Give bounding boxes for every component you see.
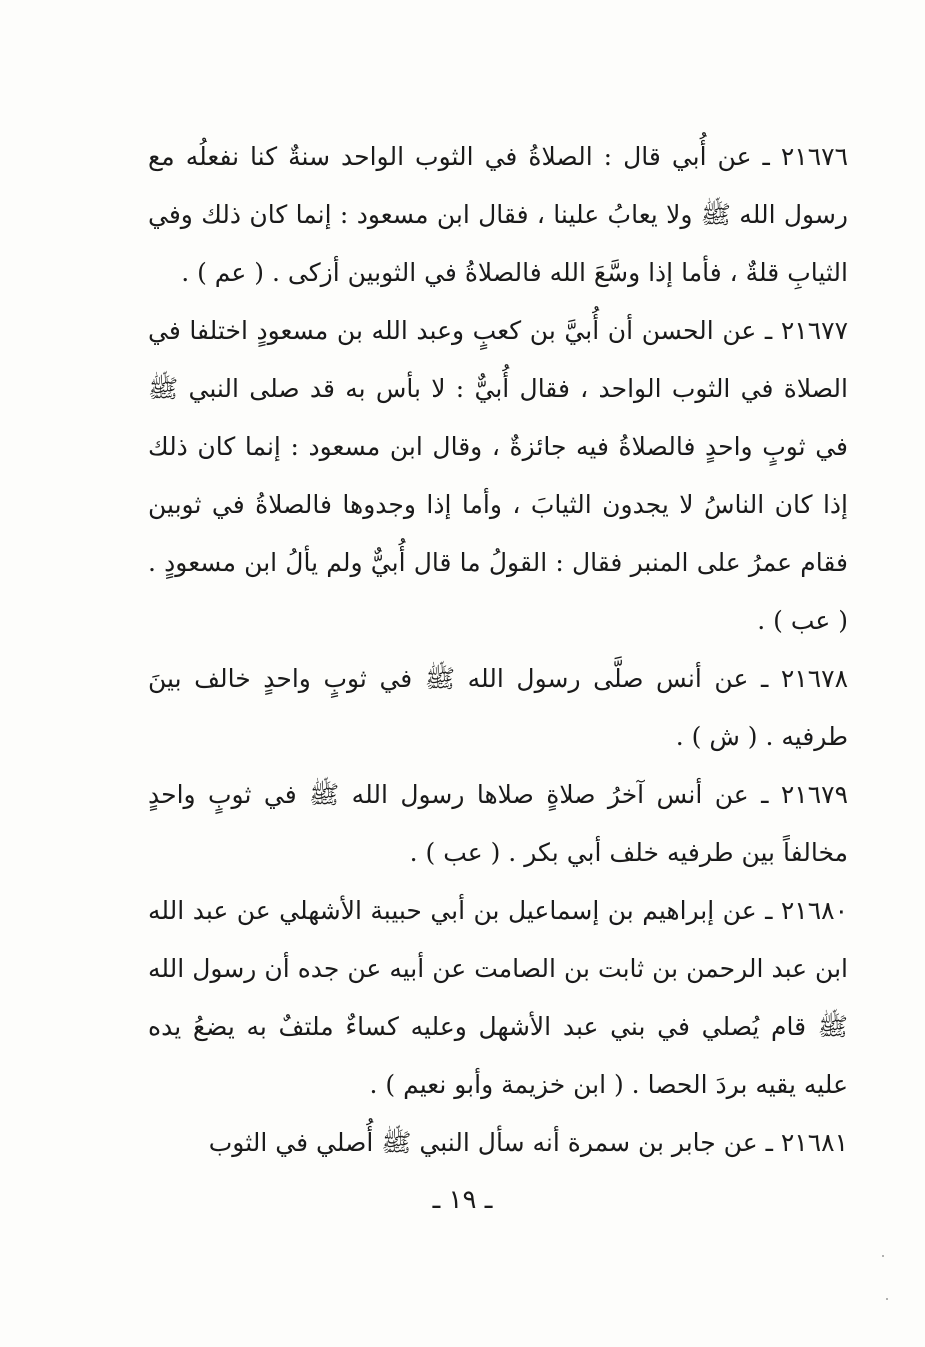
hadith-paragraph-21679: ٢١٦٧٩ ـ عن أنس آخرُ صلاةٍ صلاها رسول الله ﷺ في ثوبٍ واحدٍ مخالفاً بين طرفيه خلف أبي بكر . ( عب ) . <box>148 780 848 867</box>
hadith-paragraph-21678: ٢١٦٧٨ ـ عن أنس صلَّى رسول الله ﷺ في ثوبٍ واحدٍ خالف بينَ طرفيه . ( ش ) . <box>148 664 848 751</box>
hadith-paragraph-21681: ٢١٦٨١ ـ عن جابر بن سمرة أنه سأل النبي ﷺ أُصلي في الثوب <box>208 1128 848 1157</box>
hadith-paragraph-21677: ٢١٦٧٧ ـ عن الحسن أن أُبيَّ بن كعبٍ وعبد الله بن مسعودٍ اختلفا في الصلاة في الثوب الواحد ، فقال أُبيٌّ : لا بأس به قد صلى النبي ﷺ في ثوبٍ واحدٍ فالصلاةُ فيه جائزةٌ ، وقال ابن مسعود : إنما كان ذلك إذا كان الناسُ لا يجدون الثيابَ ، وأما إذا وجدوها فالصلاةُ في ثوبين فقام عمرُ على المنبر فقال : القولُ ما قال أُبيٌّ ولم يألُ ابن مسعودٍ . ( عب ) . <box>148 316 848 635</box>
page-number: ـ ١٩ ـ <box>432 1185 493 1215</box>
hadith-text-block <box>148 128 848 1172</box>
scan-speck <box>886 1298 888 1300</box>
hadith-paragraph-21680: ٢١٦٨٠ ـ عن إبراهيم بن إسماعيل بن أبي حبيبة الأشهلي عن عبد الله ابن عبد الرحمن بن ثابت بن الصامت عن أبيه عن جده أن رسول الله ﷺ قام يُصلي في بني عبد الأشهل وعليه كساءٌ ملتفٌ به يضعُ يده عليه يقيه بردَ الحصا . ( ابن خزيمة وأبو نعيم ) . <box>148 896 848 1099</box>
hadith-paragraph-21676: ٢١٦٧٦ ـ عن أُبي قال : الصلاةُ في الثوب الواحد سنةٌ كنا نفعلُه مع رسول الله ﷺ ولا يعابُ علينا ، فقال ابن مسعود : إنما كان ذلك وفي الثيابِ قلةٌ ، فأما إذا وسَّعَ الله فالصلاةُ في الثوبين أزكى . ( عم ) . <box>148 142 848 287</box>
scan-speck <box>882 1255 884 1257</box>
